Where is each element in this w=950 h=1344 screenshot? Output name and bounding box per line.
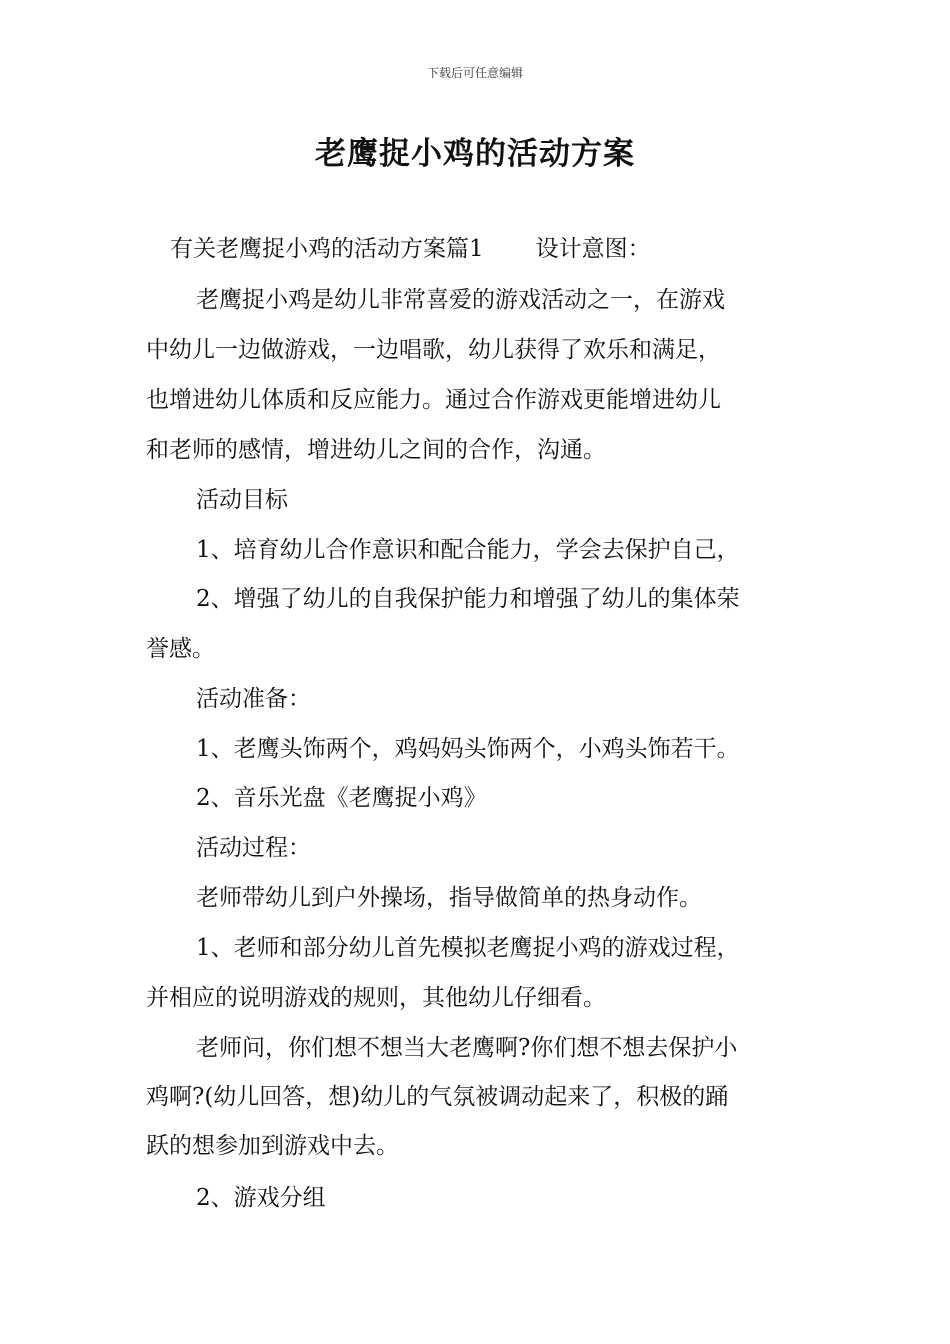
- text-line: 活动准备：: [196, 686, 311, 712]
- text-line: 活动过程：: [196, 835, 311, 861]
- text-line: 2、游戏分组: [196, 1185, 326, 1211]
- text-line: 中幼儿一边做游戏，一边唱歌，幼儿获得了欢乐和满足，: [146, 337, 721, 363]
- header-note: 下载后可任意编辑: [426, 66, 523, 80]
- text-line: 老鹰捉小鸡是幼儿非常喜爱的游戏活动之一，在游戏: [196, 287, 725, 313]
- text-line: 并相应的说明游戏的规则，其他幼儿仔细看。: [146, 985, 606, 1011]
- text-line: 1、老鹰头饰两个，鸡妈妈头饰两个，小鸡头饰若干。: [196, 736, 740, 762]
- text-line: 2、增强了幼儿的自我保护能力和增强了幼儿的集体荣: [196, 586, 740, 612]
- text-line: 活动目标: [196, 487, 288, 513]
- text-line: 也增进幼儿体质和反应能力。通过合作游戏更能增进幼儿: [146, 387, 721, 413]
- text-line: [146, 233, 830, 265]
- text-line: 1、老师和部分幼儿首先模拟老鹰捉小鸡的游戏过程，: [196, 935, 740, 961]
- text-line: 跃的想参加到游戏中去。: [146, 1133, 399, 1159]
- text-line: 老师带幼儿到户外操场，指导做简单的热身动作。: [196, 885, 702, 911]
- text-line: 鸡啊?(幼儿回答，想)幼儿的气氛被调动起来了，积极的踊: [146, 1084, 729, 1110]
- text-line: 和老师的感情，增进幼儿之间的合作，沟通。: [146, 437, 606, 463]
- text-line: 2、音乐光盘《老鹰捉小鸡》: [196, 785, 487, 811]
- text-line: 老师问，你们想不想当大老鹰啊?你们想不想去保护小: [196, 1035, 738, 1061]
- design-intent-label: 设计意图：: [535, 236, 651, 262]
- text-line: 1、培育幼儿合作意识和配合能力，学会去保护自己，: [196, 537, 740, 563]
- text-line: 誉感。: [146, 636, 215, 662]
- document-title: 老鹰捉小鸡的活动方案: [315, 136, 635, 172]
- section-heading: 有关老鹰捉小鸡的活动方案篇1: [170, 236, 484, 262]
